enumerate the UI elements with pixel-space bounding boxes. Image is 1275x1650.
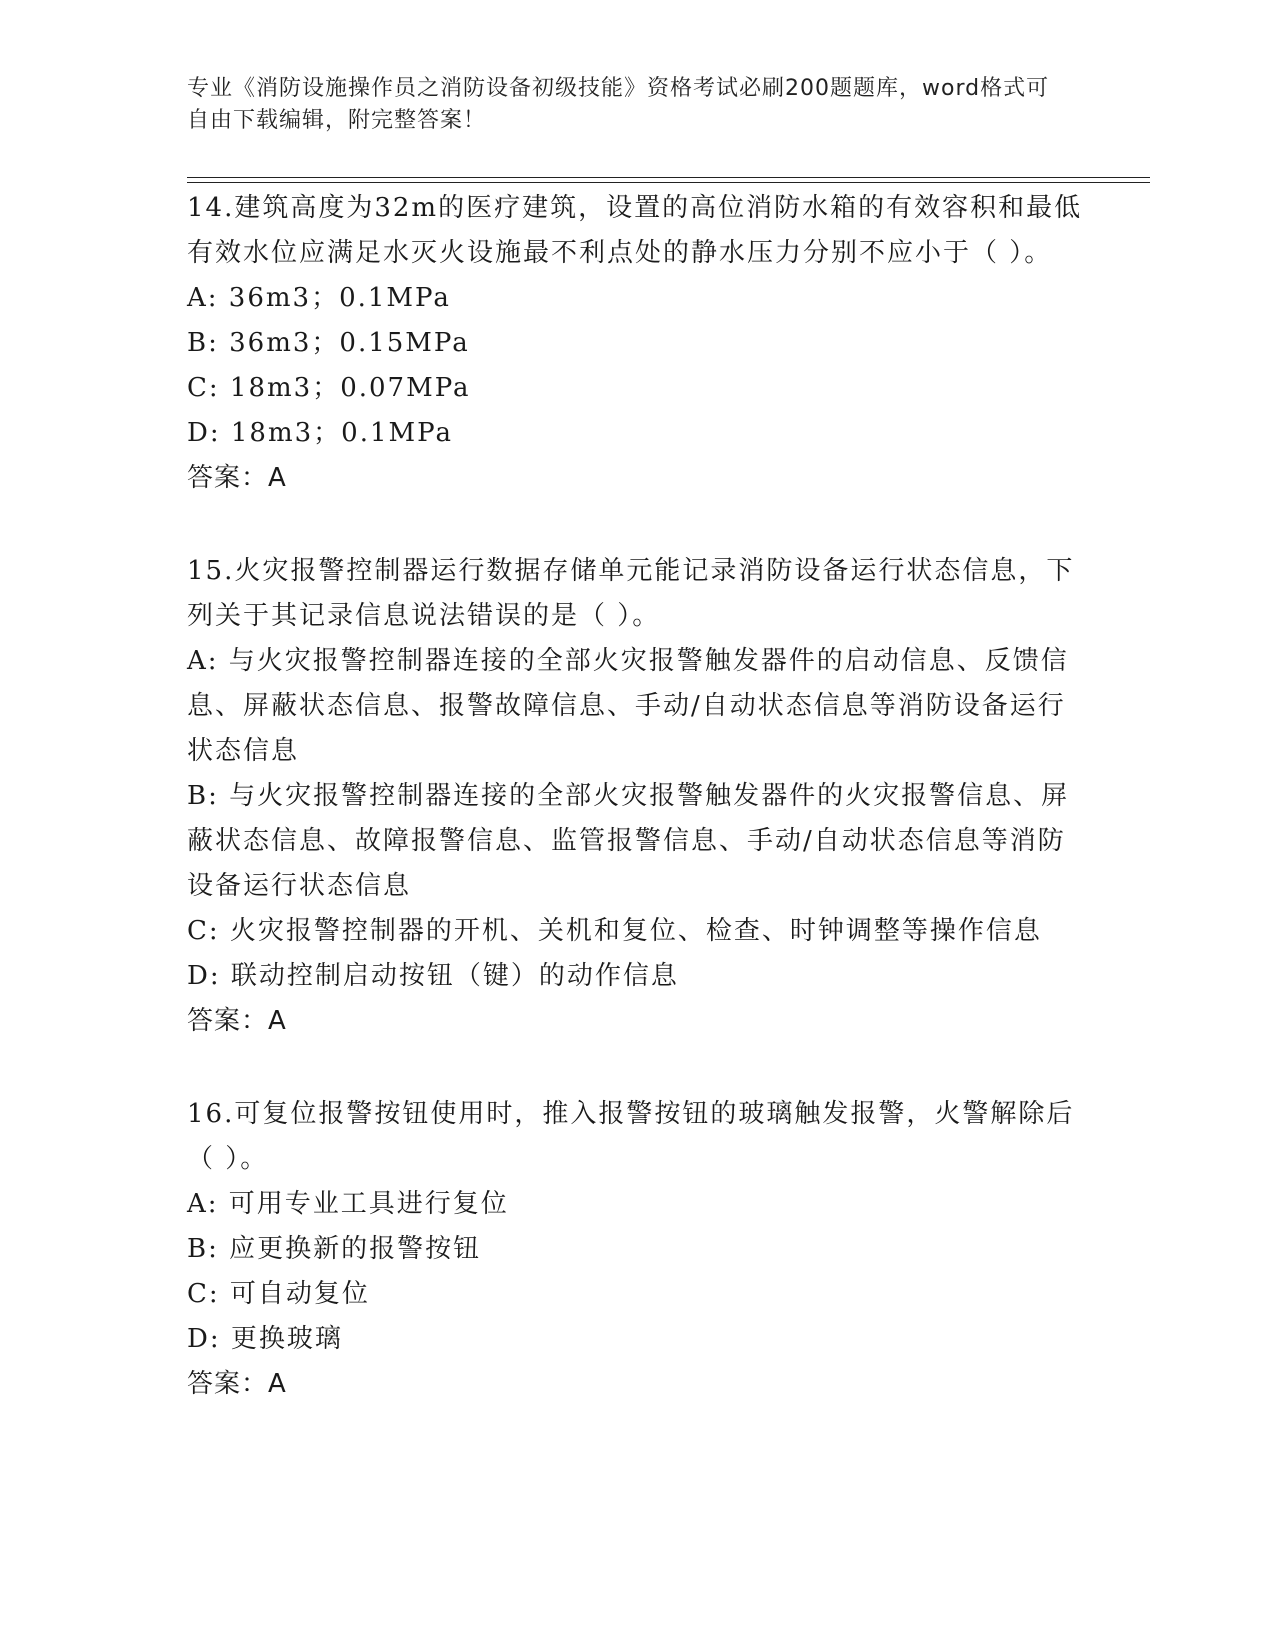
question-list [187, 186, 1087, 1455]
option-c: C: 可自动复位 [187, 1279, 370, 1309]
answer-line: 答案：A [187, 1006, 287, 1036]
option-d: D: 联动控制启动按钮（键）的动作信息 [187, 961, 679, 991]
option-b: B: 应更换新的报警按钮 [187, 1234, 482, 1264]
answer-line: 答案：A [187, 463, 287, 493]
option-c: C: 18m3；0.07MPa [187, 373, 471, 403]
question-15 [187, 549, 1087, 1044]
question-stem: 15.火灾报警控制器运行数据存储单元能记录消防设备运行状态信息，下列关于其记录信息说法错误的是（ ）。 [187, 556, 1075, 631]
option-b: B: 36m3；0.15MPa [187, 328, 470, 358]
option-a: A: 与火灾报警控制器连接的全部火灾报警触发器件的启动信息、反馈信息、屏蔽状态信息、报警故障信息、手动/自动状态信息等消防设备运行状态信息 [187, 646, 1069, 766]
question-stem: 14.建筑高度为32m的医疗建筑，设置的高位消防水箱的有效容积和最低有效水位应满足水灭火设施最不利点处的静水压力分别不应小于（ ）。 [187, 193, 1083, 268]
option-b: B: 与火灾报警控制器连接的全部火灾报警触发器件的火灾报警信息、屏蔽状态信息、故障报警信息、监管报警信息、手动/自动状态信息等消防设备运行状态信息 [187, 781, 1070, 901]
header-divider [187, 177, 1150, 183]
option-a: A: 36m3；0.1MPa [187, 283, 451, 313]
option-d: D: 18m3；0.1MPa [187, 418, 453, 448]
question-stem: 16.可复位报警按钮使用时，推入报警按钮的玻璃触发报警，火警解除后（ ）。 [187, 1099, 1075, 1174]
question-16 [187, 1092, 1087, 1407]
option-d: D: 更换玻璃 [187, 1324, 343, 1354]
option-a: A: 可用专业工具进行复位 [187, 1189, 509, 1219]
answer-line: 答案：A [187, 1369, 287, 1399]
option-c: C: 火灾报警控制器的开机、关机和复位、检查、时钟调整等操作信息 [187, 916, 1042, 946]
document-header: 专业《消防设施操作员之消防设备初级技能》资格考试必刷200题题库，word格式可自由下载编辑，附完整答案！ [187, 76, 1050, 133]
question-14 [187, 186, 1087, 501]
